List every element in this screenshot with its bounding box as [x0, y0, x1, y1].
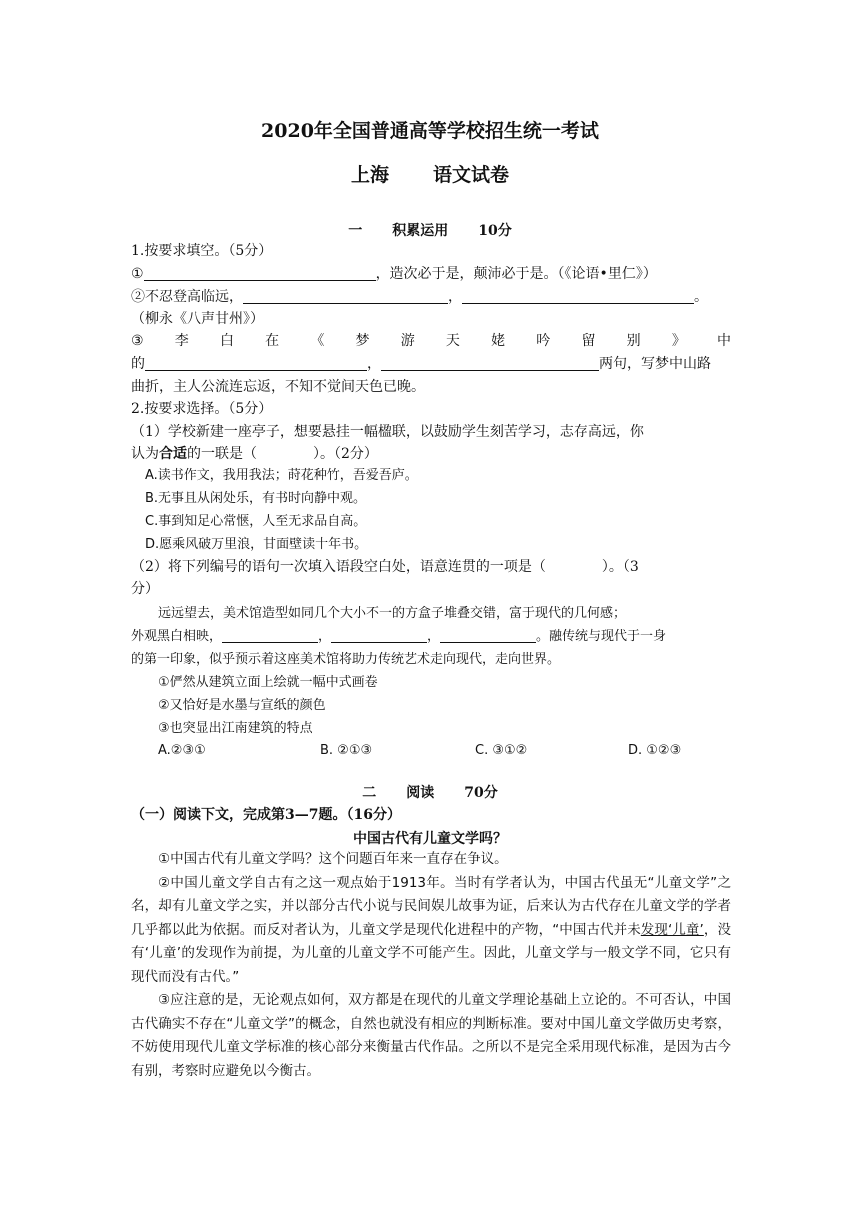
q1-item3-char: 中: [717, 333, 731, 349]
reading1-p2-underlined: 发现‘儿童’: [640, 921, 704, 938]
q2-sub2-line2: 分）: [131, 581, 159, 597]
reading1-title: 中国古代有儿童文学吗？: [353, 831, 507, 847]
reading1-p2-text-b: ，没有‘儿童’的发现作为前提，为儿童的儿童文学不可能产生。因此，儿童文学与一般文学不同，它只有现代而没有古代。”: [131, 921, 732, 985]
q1-blank-1[interactable]: [144, 265, 376, 281]
reading1-paragraph-2: [131, 872, 731, 990]
q2-passage-sep2: ，: [427, 629, 441, 644]
q2-sub1-text-b: 的一联是（ ）。（2分）: [187, 446, 378, 462]
q1-item3-end: 两句，写梦中山路: [599, 356, 711, 372]
reading1-paragraph-1: ①中国古代有儿童文学吗？这个问题百年来一直存在争议。: [158, 851, 508, 867]
q1-item1: [131, 264, 731, 284]
q1-item2-text: ②不忍登高临远，: [131, 289, 243, 305]
paper-label: 语文试卷: [433, 164, 510, 186]
q1-item3-char: 白: [219, 333, 234, 349]
q2-choice-a: A.②③①: [158, 743, 206, 758]
q1-item3-char: ③: [131, 333, 144, 349]
q1-blank-4[interactable]: [145, 355, 367, 371]
q1-item2-source: （柳永《八声甘州》）: [131, 311, 264, 327]
q1-blank-2[interactable]: [243, 288, 448, 304]
q1-item2-end: 。: [694, 289, 708, 305]
q2-sub1-text-a: 认为: [131, 446, 159, 462]
section2-score: 70分: [464, 785, 498, 801]
q2-option-d: D.愿乘风破万里浪，甘面壁读十年书。: [145, 537, 368, 552]
q1-item3-char: 别: [626, 333, 641, 349]
q2-blank-3[interactable]: [440, 627, 536, 643]
q2-option-a: A.读书作文，我用我法；莳花种竹，吾爱吾庐。: [145, 468, 418, 483]
q2-statement-3: ③也突显出江南建筑的特点: [158, 721, 313, 736]
q1-item1-text: ，造次必于是，颠沛必于是。（《论语•里仁》）: [375, 266, 657, 282]
section1-number: 一: [348, 223, 363, 239]
section1-heading: [0, 220, 860, 240]
q2-blank-2[interactable]: [331, 627, 427, 643]
region-label: 上海: [350, 164, 389, 186]
q1-header: 1.按要求填空。（5分）: [131, 243, 273, 259]
section2-number: 二: [362, 785, 377, 801]
q2-blank-1[interactable]: [222, 627, 318, 643]
q1-item3-start: 的: [131, 356, 145, 372]
q1-blank-3[interactable]: [462, 288, 694, 304]
q2-sub1-line1: （1）学校新建一座亭子，想要悬挂一幅楹联，以鼓励学生刻苦学习，志存高远，你: [131, 424, 644, 440]
exam-subtitle: [0, 160, 860, 187]
q1-item3-line2: [131, 354, 731, 374]
q1-blank-5[interactable]: [381, 355, 599, 371]
q2-option-c: C.事到知足心常惬，人至无求品自高。: [145, 514, 367, 529]
q1-item2: [131, 287, 731, 307]
q2-option-b: B.无事且从闲处乐，有书时向静中观。: [145, 491, 367, 506]
reading1-p2-text-a: ②中国儿童文学自古有之这一观点始于1913年。当时有学者认为，中国古代虽无“儿童文学”之名，却有儿童文学之实，并以部分古代小说与民间娱儿故事为证，后来认为古代存在儿童文学的学者几乎都以此为依据。而反对者认为，儿童文学是现代化进程中的产物，“中国古代并未: [131, 874, 731, 938]
q1-item3-char: 姥: [491, 333, 506, 349]
q2-choice-b: B. ②①③: [320, 743, 373, 758]
q1-item3-line1: [131, 331, 731, 351]
exam-title: 2020年全国普通高等学校招生统一考试: [261, 120, 599, 142]
q2-sub1-line2: [131, 444, 731, 464]
q1-item3-char: 吟: [536, 333, 551, 349]
q2-choice-d: D. ①②③: [628, 743, 682, 758]
q1-item3-char: 《: [310, 333, 325, 349]
q1-item2-sep: ，: [448, 289, 462, 305]
reading1-paragraph-3: ③应注意的是，无论观点如何，双方都是在现代的儿童文学理论基础上立论的。不可否认，中国古代确实不存在“儿童文学”的概念，自然也就没有相应的判断标准。要对中国儿童文学做历史考察，不妨使用现代儿童文学标准的核心部分来衡量古代作品。之所以不是完全采用现代标准，是因为古今有别，考察时应避免以今衡古。: [131, 992, 731, 1079]
q2-passage-line2: [131, 627, 731, 647]
q2-passage-text2: 外观黑白相映，: [131, 629, 223, 644]
q2-sub2-line1: （2）将下列编号的语句一次填入语段空白处，语意连贯的一项是（ ）。（3: [131, 559, 639, 575]
section1-score: 10分: [478, 223, 512, 239]
q2-passage-text1: 远远望去，美术馆造型如同几个大小不一的方盒子堆叠交错，富于现代的几何感；: [158, 606, 627, 621]
q2-choice-c: C. ③①②: [475, 743, 528, 758]
q1-item3-char: 在: [265, 333, 280, 349]
q2-statement-2: ②又恰好是水墨与宣纸的颜色: [158, 698, 326, 713]
section2-name: 阅读: [406, 785, 435, 801]
q1-item1-marker: ①: [131, 266, 144, 282]
section2-heading: [0, 782, 860, 802]
q1-item3-line3: 曲折，主人公流连忘返，不知不觉间天色已晚。: [131, 379, 425, 395]
q2-passage-line3: 的第一印象，似乎预示着这座美术馆将助力传统艺术走向现代，走向世界。: [131, 652, 561, 667]
q1-item3-sep: ，: [367, 356, 381, 372]
q2-passage-end: 。融传统与现代于一身: [536, 629, 667, 644]
q1-item3-char: 李: [174, 333, 189, 349]
section1-name: 积累运用: [392, 223, 449, 239]
q1-item3-char: 梦: [355, 333, 370, 349]
reading1-header: （一）阅读下文，完成第3—7题。（16分）: [131, 807, 401, 823]
q2-header: 2.按要求选择。（5分）: [131, 401, 273, 417]
q2-sub1-emphasis: 合适: [159, 446, 187, 462]
q2-passage-sep1: ，: [318, 629, 332, 644]
q1-item3-char: 游: [400, 333, 415, 349]
reading1-article: [131, 848, 731, 1083]
q1-item3-char: 天: [445, 333, 460, 349]
q2-statement-1: ①俨然从建筑立面上绘就一幅中式画卷: [158, 675, 378, 690]
q1-item3-char: 留: [581, 333, 596, 349]
q2-passage-line1: [131, 604, 731, 624]
q1-item3-char: 》: [671, 333, 686, 349]
